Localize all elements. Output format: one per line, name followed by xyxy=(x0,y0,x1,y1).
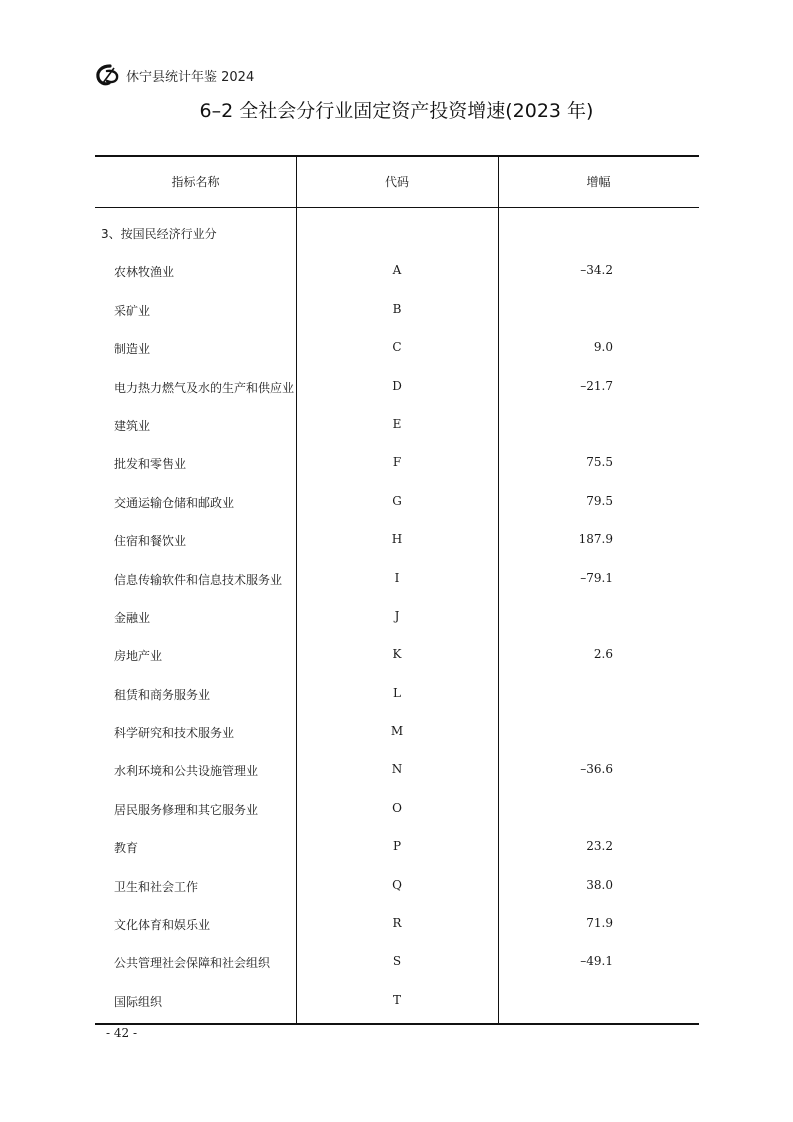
table-row xyxy=(95,827,699,865)
yearbook-logo-icon xyxy=(94,61,122,89)
row-indicator-name: 农林牧渔业 xyxy=(114,265,175,280)
page-header xyxy=(94,60,254,90)
row-indicator-name: 租赁和商务服务业 xyxy=(114,687,211,702)
row-indicator-name: 制造业 xyxy=(114,342,151,357)
table-top-rule xyxy=(95,155,699,157)
table-body xyxy=(95,213,699,1019)
row-indicator-name: 住宿和餐饮业 xyxy=(114,534,187,549)
row-code: J xyxy=(394,608,400,623)
row-indicator-name: 信息传输软件和信息技术服务业 xyxy=(114,572,283,587)
table-row xyxy=(95,328,699,366)
row-code: B xyxy=(392,301,402,316)
column-header-growth: 增幅 xyxy=(586,175,611,189)
row-code: T xyxy=(392,992,401,1007)
row-indicator-name: 采矿业 xyxy=(114,303,151,318)
row-growth-value: –36.6 xyxy=(580,762,613,777)
row-code: F xyxy=(392,455,402,470)
row-growth-value: 187.9 xyxy=(578,532,613,547)
row-growth-value: 71.9 xyxy=(586,916,613,931)
row-code: A xyxy=(392,263,402,278)
page-number: - 42 - xyxy=(106,1026,138,1040)
row-indicator-name: 国际组织 xyxy=(114,994,163,1009)
table-row xyxy=(95,789,699,827)
row-growth-value: 75.5 xyxy=(586,455,613,470)
row-indicator-name: 科学研究和技术服务业 xyxy=(114,726,235,741)
row-indicator-name: 教育 xyxy=(114,841,139,856)
table-row xyxy=(95,251,699,289)
row-indicator-name: 交通运输仓储和邮政业 xyxy=(114,495,235,510)
row-code: O xyxy=(392,800,402,815)
row-code: R xyxy=(392,916,402,931)
row-code: C xyxy=(392,340,402,355)
page-title: 6–2 全社会分行业固定资产投资增速(2023 年) xyxy=(199,100,594,122)
column-header-name: 指标名称 xyxy=(171,175,220,189)
row-indicator-name: 电力热力燃气及水的生产和供应业 xyxy=(114,380,295,395)
table-row xyxy=(95,942,699,980)
row-growth-value: –79.1 xyxy=(580,570,613,585)
row-code: L xyxy=(393,685,401,700)
row-code: I xyxy=(394,570,400,585)
table-row xyxy=(95,750,699,788)
table-bottom-rule xyxy=(95,1023,699,1025)
book-title: 休宁县统计年鉴 2024 xyxy=(126,69,255,85)
row-indicator-name: 水利环境和公共设施管理业 xyxy=(114,764,259,779)
data-table xyxy=(95,155,699,1024)
row-code: S xyxy=(392,954,402,969)
table-row xyxy=(95,904,699,942)
table-row xyxy=(95,635,699,673)
table-row xyxy=(95,674,699,712)
row-indicator-name: 批发和零售业 xyxy=(114,457,187,472)
row-growth-value: –49.1 xyxy=(580,954,613,969)
row-code: E xyxy=(392,416,402,431)
row-code: K xyxy=(392,647,402,662)
row-code: H xyxy=(391,532,403,547)
row-indicator-name: 金融业 xyxy=(114,610,151,625)
row-growth-value: –21.7 xyxy=(580,378,613,393)
row-code: N xyxy=(391,762,403,777)
table-row xyxy=(95,443,699,481)
table-row xyxy=(95,597,699,635)
table-row xyxy=(95,520,699,558)
row-growth-value: 79.5 xyxy=(586,493,613,508)
table-row xyxy=(95,290,699,328)
column-header-code: 代码 xyxy=(384,175,409,189)
row-growth-value: –34.2 xyxy=(580,263,613,278)
row-code: M xyxy=(390,724,404,739)
table-row xyxy=(95,981,699,1019)
table-row xyxy=(95,866,699,904)
row-code: P xyxy=(392,839,402,854)
row-code: G xyxy=(392,493,402,508)
table-row xyxy=(95,405,699,443)
row-indicator-name: 公共管理社会保障和社会组织 xyxy=(114,956,271,971)
table-row xyxy=(95,482,699,520)
row-code: Q xyxy=(392,877,402,892)
table-section-row xyxy=(95,213,699,251)
table-header-rule xyxy=(95,207,699,208)
row-indicator-name: 房地产业 xyxy=(114,649,163,664)
row-indicator-name: 3、按国民经济行业分 xyxy=(101,227,217,241)
row-code: D xyxy=(392,378,402,393)
row-growth-value: 2.6 xyxy=(593,647,613,662)
table-row xyxy=(95,559,699,597)
table-row xyxy=(95,712,699,750)
row-growth-value: 9.0 xyxy=(593,340,613,355)
row-indicator-name: 建筑业 xyxy=(114,418,151,433)
row-growth-value: 38.0 xyxy=(586,877,613,892)
table-row xyxy=(95,367,699,405)
row-indicator-name: 文化体育和娱乐业 xyxy=(114,918,211,933)
row-indicator-name: 居民服务修理和其它服务业 xyxy=(114,802,259,817)
row-indicator-name: 卫生和社会工作 xyxy=(114,879,199,894)
row-growth-value: 23.2 xyxy=(586,839,613,854)
